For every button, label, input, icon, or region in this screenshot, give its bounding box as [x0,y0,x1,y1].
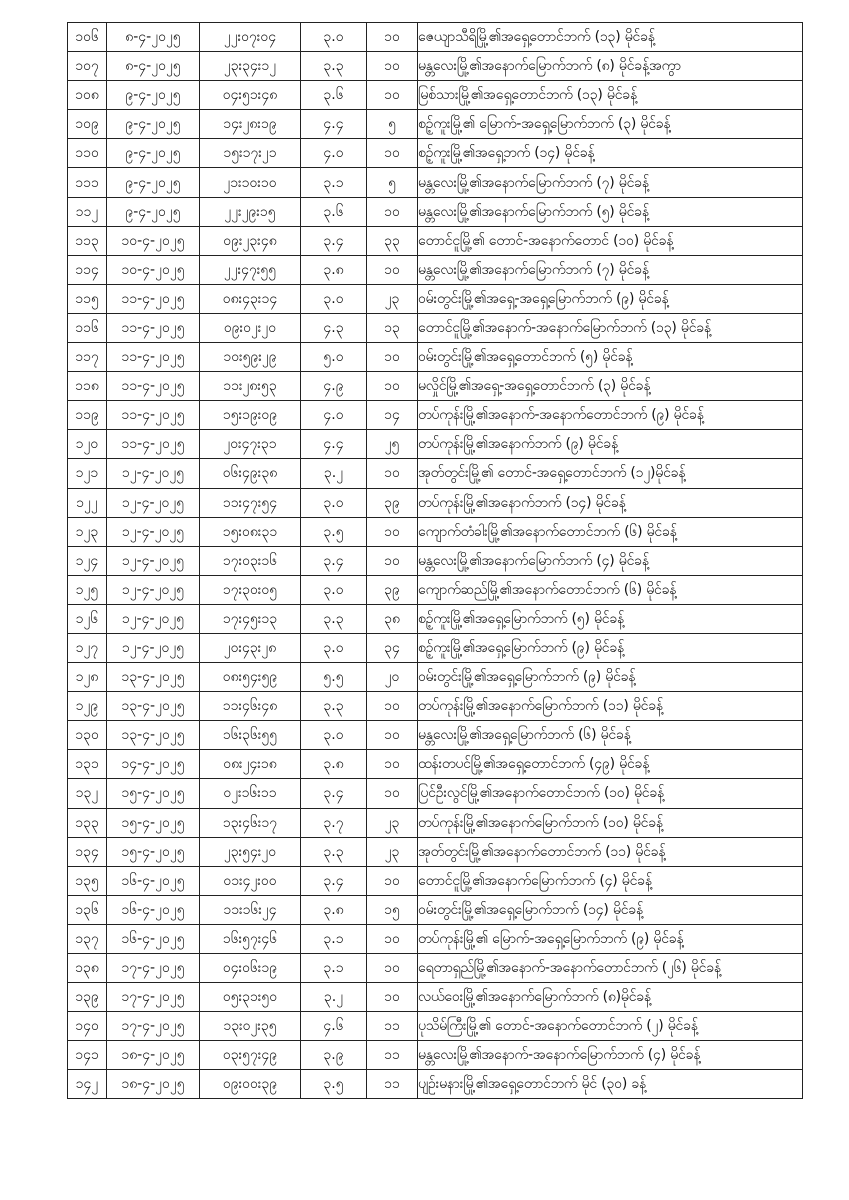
date-cell: ၁၃-၄-၂၀၂၅ [107,663,200,692]
magnitude-cell: ၃.၆ [301,81,367,110]
time-cell: ၀၄း၅၁း၄၈ [200,81,301,110]
location-cell: အုတ်တွင်းမြို့၏အနောက်တောင်ဘက် (၁၁) မိုင်ခန့် [418,837,803,866]
depth-cell: ၁၀ [367,23,418,52]
location-cell: မန္တလေးမြို့၏အနောက်မြောက်ဘက် (၈) မိုင်ခန့်အကွာ [418,52,803,81]
magnitude-cell: ၃.၅ [301,517,367,546]
time-cell: ၀၉း၂၃း၄၈ [200,226,301,255]
location-cell: မလှိုင်မြို့၏အရှေ့-အရှေ့တောင်ဘက် (၃) မိုင်ခန့် [418,372,803,401]
time-cell: ၀၉း၀၂း၂၀ [200,313,301,342]
table-row [68,895,803,924]
time-cell: ၀၈း၅၄း၅၉ [200,663,301,692]
location-cell: စဉ့်ကူးမြို့၏အရှေ့မြောက်ဘက် (၉) မိုင်ခန့် [418,633,803,662]
table-row [68,866,803,895]
location-cell: တောင်ငူမြို့၏အနောက်မြောက်ဘက် (၄) မိုင်ခန့် [418,866,803,895]
date-cell: ၉-၄-၂၀၂၅ [107,110,200,139]
magnitude-cell: ၃.၄ [301,546,367,575]
event-number-cell: ၁၃၇ [68,924,107,953]
magnitude-cell: ၃.၁ [301,954,367,983]
time-cell: ၁၇း၃၀း၀၅ [200,575,301,604]
event-number-cell: ၁၀၆ [68,23,107,52]
magnitude-cell: ၄.၀ [301,401,367,430]
magnitude-cell: ၃.၆ [301,197,367,226]
location-cell: တပ်ကုန်းမြို့၏အနောက်မြောက်ဘက် (၁၁) မိုင်ခန့် [418,692,803,721]
table-row [68,663,803,692]
location-cell: ဝမ်းတွင်းမြို့၏အရှေ့တောင်ဘက် (၅) မိုင်ခန့် [418,343,803,372]
date-cell: ၁၆-၄-၂၀၂၅ [107,895,200,924]
magnitude-cell: ၃.၀ [301,23,367,52]
location-cell: လယ်ဝေးမြို့၏အနောက်မြောက်ဘက် (၈)မိုင်ခန့် [418,983,803,1012]
magnitude-cell: ၃.၀ [301,721,367,750]
depth-cell: ၁၀ [367,255,418,284]
magnitude-cell: ၄.၃ [301,313,367,342]
date-cell: ၁၃-၄-၂၀၂၅ [107,692,200,721]
magnitude-cell: ၃.၃ [301,692,367,721]
depth-cell: ၅ [367,110,418,139]
depth-cell: ၃၄ [367,633,418,662]
location-cell: တပ်ကုန်းမြို့၏အနောက်မြောက်ဘက် (၁၀) မိုင်ခန့် [418,808,803,837]
location-cell: စဉ့်ကူးမြို့၏ မြောက်-အရှေ့မြောက်ဘက် (၃) မိုင်ခန့် [418,110,803,139]
table-row [68,924,803,953]
magnitude-cell: ၅.၀ [301,343,367,372]
magnitude-cell: ၃.၂ [301,459,367,488]
table-row [68,372,803,401]
table-row [68,808,803,837]
event-number-cell: ၁၁၈ [68,372,107,401]
time-cell: ၀၄း၀၆း၁၉ [200,954,301,983]
depth-cell: ၁၀ [367,750,418,779]
magnitude-cell: ၄.၀ [301,139,367,168]
table-row [68,430,803,459]
table-row [68,488,803,517]
event-number-cell: ၁၃၂ [68,779,107,808]
time-cell: ၂၃း၃၄း၁၂ [200,52,301,81]
table-row [68,954,803,983]
date-cell: ၁၂-၄-၂၀၂၅ [107,633,200,662]
event-number-cell: ၁၃၈ [68,954,107,983]
time-cell: ၁၁း၄၆း၄၈ [200,692,301,721]
location-cell: ဝမ်းတွင်းမြို့၏အရှေ့-အရှေ့မြောက်ဘက် (၉) မိုင်ခန့် [418,284,803,313]
date-cell: ၁၁-၄-၂၀၂၅ [107,313,200,342]
magnitude-cell: ၃.၀ [301,575,367,604]
date-cell: ၁၆-၄-၂၀၂၅ [107,866,200,895]
magnitude-cell: ၄.၄ [301,430,367,459]
magnitude-cell: ၄.၉ [301,372,367,401]
location-cell: တောင်ငူမြို့၏အနောက်-အနောက်မြောက်ဘက် (၁၃) မိုင်ခန့် [418,313,803,342]
magnitude-cell: ၃.၃ [301,837,367,866]
time-cell: ၂၁း၁၀း၁၀ [200,168,301,197]
time-cell: ၀၂း၁၆း၁၁ [200,779,301,808]
depth-cell: ၁၀ [367,546,418,575]
date-cell: ၁၇-၄-၂၀၂၅ [107,1012,200,1041]
depth-cell: ၃၃ [367,226,418,255]
date-cell: ၉-၄-၂၀၂၅ [107,168,200,197]
event-number-cell: ၁၀၈ [68,81,107,110]
table-row [68,837,803,866]
event-number-cell: ၁၂၄ [68,546,107,575]
event-number-cell: ၁၃၀ [68,721,107,750]
location-cell: ထန်းတပင်မြို့၏အရှေ့တောင်ဘက် (၄၉) မိုင်ခန့် [418,750,803,779]
table-row [68,343,803,372]
magnitude-cell: ၃.၁ [301,924,367,953]
depth-cell: ၁၁ [367,1012,418,1041]
depth-cell: ၁၀ [367,721,418,750]
date-cell: ၁၁-၄-၂၀၂၅ [107,430,200,459]
time-cell: ၂၃း၅၄း၂၀ [200,837,301,866]
date-cell: ၁၅-၄-၂၀၂၅ [107,808,200,837]
location-cell: မန္တလေးမြို့၏အနောက်မြောက်ဘက် (၇) မိုင်ခန့် [418,255,803,284]
event-number-cell: ၁၃၁ [68,750,107,779]
event-number-cell: ၁၄၀ [68,1012,107,1041]
time-cell: ၁၇း၄၅း၁၃ [200,604,301,633]
depth-cell: ၅ [367,168,418,197]
table-row [68,779,803,808]
table-row [68,81,803,110]
date-cell: ၁၈-၄-၂၀၂၅ [107,1041,200,1070]
depth-cell: ၁၃ [367,313,418,342]
table-row [68,313,803,342]
date-cell: ၁၀-၄-၂၀၂၅ [107,226,200,255]
depth-cell: ၁၀ [367,343,418,372]
table-row [68,692,803,721]
time-cell: ၀၁း၄၂း၀၀ [200,866,301,895]
depth-cell: ၁၀ [367,372,418,401]
event-number-cell: ၁၃၄ [68,837,107,866]
date-cell: ၈-၄-၂၀၂၅ [107,52,200,81]
time-cell: ၁၆း၅၇း၄၆ [200,924,301,953]
date-cell: ၁၈-၄-၂၀၂၅ [107,1070,200,1099]
time-cell: ၂၂း၀၇း၀၄ [200,23,301,52]
event-number-cell: ၁၂၂ [68,488,107,517]
magnitude-cell: ၃.၈ [301,255,367,284]
event-number-cell: ၁၁၆ [68,313,107,342]
time-cell: ၁၃း၄၆း၁၇ [200,808,301,837]
location-cell: ဇေယျာသီရိမြို့၏အရှေ့တောင်ဘက် (၁၃) မိုင်ခန့် [418,23,803,52]
location-cell: မြစ်သားမြို့၏အရှေ့တောင်ဘက် (၁၃) မိုင်ခန့် [418,81,803,110]
event-number-cell: ၁၃၆ [68,895,107,924]
location-cell: ကျောက်တံခါးမြို့၏အနောက်တောင်ဘက် (၆) မိုင်ခန့် [418,517,803,546]
date-cell: ၁၅-၄-၂၀၂၅ [107,837,200,866]
table-row [68,23,803,52]
location-cell: တပ်ကုန်းမြို့၏အနောက်-အနောက်တောင်ဘက် (၉) မိုင်ခန့် [418,401,803,430]
date-cell: ၉-၄-၂၀၂၅ [107,81,200,110]
table-row [68,517,803,546]
depth-cell: ၂၃ [367,808,418,837]
location-cell: စဉ့်ကူးမြို့၏အရှေ့ဘက် (၁၄) မိုင်ခန့် [418,139,803,168]
date-cell: ၈-၄-၂၀၂၅ [107,23,200,52]
location-cell: တပ်ကုန်းမြို့၏ မြောက်-အရှေ့မြောက်ဘက် (၉) မိုင်ခန့် [418,924,803,953]
magnitude-cell: ၅.၅ [301,663,367,692]
date-cell: ၁၁-၄-၂၀၂၅ [107,372,200,401]
date-cell: ၁၀-၄-၂၀၂၅ [107,255,200,284]
magnitude-cell: ၃.၀ [301,284,367,313]
location-cell: အုတ်တွင်းမြို့၏ တောင်-အရှေ့တောင်ဘက် (၁၂)မိုင်ခန့် [418,459,803,488]
location-cell: ရေတာရှည်မြို့၏အနောက်-အနောက်တောင်ဘက် (၂၆) မိုင်ခန့် [418,954,803,983]
time-cell: ၁၅း၁၉း၀၉ [200,401,301,430]
table-row [68,1012,803,1041]
earthquake-table [67,22,803,1099]
location-cell: ပုသိမ်ကြီးမြို့၏ တောင်-အနောက်တောင်ဘက် (၂) မိုင်ခန့် [418,1012,803,1041]
depth-cell: ၁၀ [367,81,418,110]
depth-cell: ၁၅ [367,895,418,924]
time-cell: ၁၀း၅၉း၂၉ [200,343,301,372]
table-row [68,226,803,255]
location-cell: မန္တလေးမြို့၏အနောက်မြောက်ဘက် (၄) မိုင်ခန့် [418,546,803,575]
location-cell: တပ်ကုန်းမြို့၏အနောက်ဘက် (၉) မိုင်ခန့် [418,430,803,459]
time-cell: ၀၅း၃၁း၅၀ [200,983,301,1012]
event-number-cell: ၁၀၉ [68,110,107,139]
magnitude-cell: ၃.၄ [301,226,367,255]
date-cell: ၁၇-၄-၂၀၂၅ [107,983,200,1012]
location-cell: မန္တလေးမြို့၏အနောက်-အနောက်မြောက်ဘက် (၄) မိုင်ခန့် [418,1041,803,1070]
date-cell: ၁၂-၄-၂၀၂၅ [107,546,200,575]
time-cell: ၁၃း၀၂း၃၅ [200,1012,301,1041]
date-cell: ၁၆-၄-၂၀၂၅ [107,924,200,953]
date-cell: ၁၇-၄-၂၀၂၅ [107,954,200,983]
time-cell: ၁၁း၂၈း၅၃ [200,372,301,401]
magnitude-cell: ၃.၄ [301,779,367,808]
event-number-cell: ၁၁၃ [68,226,107,255]
depth-cell: ၁၀ [367,52,418,81]
event-number-cell: ၁၃၅ [68,866,107,895]
table-row [68,546,803,575]
depth-cell: ၁၀ [367,924,418,953]
location-cell: ဝမ်းတွင်းမြို့၏အရှေ့မြောက်ဘက် (၉) မိုင်ခန့် [418,663,803,692]
event-number-cell: ၁၃၃ [68,808,107,837]
depth-cell: ၃၉ [367,488,418,517]
date-cell: ၁၁-၄-၂၀၂၅ [107,343,200,372]
magnitude-cell: ၃.၈ [301,895,367,924]
time-cell: ၀၈း၄၃း၁၄ [200,284,301,313]
depth-cell: ၁၀ [367,866,418,895]
table-row [68,1041,803,1070]
event-number-cell: ၁၃၉ [68,983,107,1012]
event-number-cell: ၁၂၃ [68,517,107,546]
location-cell: မန္တလေးမြို့၏အနောက်မြောက်ဘက် (၅) မိုင်ခန့် [418,197,803,226]
table-row [68,52,803,81]
depth-cell: ၁၄ [367,401,418,430]
magnitude-cell: ၃.၀ [301,633,367,662]
event-number-cell: ၁၁၀ [68,139,107,168]
depth-cell: ၁၀ [367,139,418,168]
event-number-cell: ၁၁၇ [68,343,107,372]
time-cell: ၀၃း၅၇း၄၉ [200,1041,301,1070]
magnitude-cell: ၃.၁ [301,168,367,197]
event-number-cell: ၁၂၆ [68,604,107,633]
event-number-cell: ၁၁၄ [68,255,107,284]
table-row [68,401,803,430]
event-number-cell: ၁၂၁ [68,459,107,488]
event-number-cell: ၁၂၇ [68,633,107,662]
location-cell: မန္တလေးမြို့၏အနောက်မြောက်ဘက် (၇) မိုင်ခန့် [418,168,803,197]
table-row [68,1070,803,1099]
date-cell: ၉-၄-၂၀၂၅ [107,197,200,226]
table-row [68,721,803,750]
event-number-cell: ၁၁၂ [68,197,107,226]
date-cell: ၁၂-၄-၂၀၂၅ [107,604,200,633]
depth-cell: ၁၀ [367,779,418,808]
depth-cell: ၂၃ [367,837,418,866]
time-cell: ၁၁း၄၇း၅၄ [200,488,301,517]
event-number-cell: ၁၁၅ [68,284,107,313]
magnitude-cell: ၃.၀ [301,488,367,517]
time-cell: ၁၅း၀၈း၃၁ [200,517,301,546]
table-body [68,23,803,1099]
table-row [68,255,803,284]
table-row [68,604,803,633]
magnitude-cell: ၃.၇ [301,808,367,837]
magnitude-cell: ၄.၆ [301,1012,367,1041]
time-cell: ၀၉း၀၀း၃၉ [200,1070,301,1099]
depth-cell: ၃၈ [367,604,418,633]
magnitude-cell: ၃.၅ [301,1070,367,1099]
location-cell: တောင်ငူမြို့၏ တောင်-အနောက်တောင် (၁၀) မိုင်ခန့် [418,226,803,255]
event-number-cell: ၁၁၁ [68,168,107,197]
location-cell: စဉ့်ကူးမြို့၏အရှေ့မြောက်ဘက် (၅) မိုင်ခန့် [418,604,803,633]
date-cell: ၉-၄-၂၀၂၅ [107,139,200,168]
depth-cell: ၃၉ [367,575,418,604]
date-cell: ၁၁-၄-၂၀၂၅ [107,401,200,430]
date-cell: ၁၁-၄-၂၀၂၅ [107,284,200,313]
event-number-cell: ၁၂၀ [68,430,107,459]
table-row [68,575,803,604]
date-cell: ၁၂-၄-၂၀၂၅ [107,488,200,517]
time-cell: ၀၆း၄၉း၃၈ [200,459,301,488]
depth-cell: ၂၀ [367,663,418,692]
location-cell: ဝမ်းတွင်းမြို့၏အရှေ့မြောက်ဘက် (၁၄) မိုင်ခန့် [418,895,803,924]
magnitude-cell: ၃.၈ [301,750,367,779]
magnitude-cell: ၄.၄ [301,110,367,139]
table-row [68,197,803,226]
date-cell: ၁၂-၄-၂၀၂၅ [107,575,200,604]
depth-cell: ၁၀ [367,983,418,1012]
depth-cell: ၁၀ [367,954,418,983]
time-cell: ၁၁း၁၆း၂၄ [200,895,301,924]
event-number-cell: ၁၂၅ [68,575,107,604]
event-number-cell: ၁၂၈ [68,663,107,692]
table-row [68,139,803,168]
event-number-cell: ၁၄၂ [68,1070,107,1099]
time-cell: ၁၅း၁၇း၂၁ [200,139,301,168]
table-row [68,750,803,779]
depth-cell: ၂၅ [367,430,418,459]
time-cell: ၂၀း၄၇း၃၁ [200,430,301,459]
depth-cell: ၁၀ [367,517,418,546]
date-cell: ၁၅-၄-၂၀၂၅ [107,779,200,808]
location-cell: ပျဉ်းမနားမြို့၏အရှေ့တောင်ဘက် မိုင် (၃၀) ခန့် [418,1070,803,1099]
time-cell: ၂၂း၂၉း၁၅ [200,197,301,226]
depth-cell: ၁၀ [367,692,418,721]
event-number-cell: ၁၀၇ [68,52,107,81]
time-cell: ၁၆း၃၆း၅၅ [200,721,301,750]
location-cell: မန္တလေးမြို့၏အရှေ့မြောက်ဘက် (၆) မိုင်ခန့် [418,721,803,750]
magnitude-cell: ၃.၃ [301,52,367,81]
table-row [68,983,803,1012]
magnitude-cell: ၃.၄ [301,866,367,895]
time-cell: ၂၀း၄၃း၂၈ [200,633,301,662]
magnitude-cell: ၃.၃ [301,604,367,633]
event-number-cell: ၁၄၁ [68,1041,107,1070]
location-cell: ပြင်ဦးလွင်မြို့၏အနောက်တောင်ဘက် (၁၀) မိုင်ခန့် [418,779,803,808]
table-row [68,633,803,662]
table-row [68,110,803,139]
event-number-cell: ၁၁၉ [68,401,107,430]
table-row [68,168,803,197]
event-number-cell: ၁၂၉ [68,692,107,721]
depth-cell: ၁၀ [367,459,418,488]
depth-cell: ၁၁ [367,1041,418,1070]
time-cell: ၂၂း၄၇း၅၅ [200,255,301,284]
date-cell: ၁၃-၄-၂၀၂၅ [107,721,200,750]
time-cell: ၀၈း၂၄း၁၈ [200,750,301,779]
depth-cell: ၁၀ [367,197,418,226]
date-cell: ၁၂-၄-၂၀၂၅ [107,459,200,488]
time-cell: ၁၄း၂၈း၁၉ [200,110,301,139]
location-cell: ကျောက်ဆည်မြို့၏အနောက်တောင်ဘက် (၆) မိုင်ခန့် [418,575,803,604]
depth-cell: ၂၃ [367,284,418,313]
location-cell: တပ်ကုန်းမြို့၏အနောက်ဘက် (၁၄) မိုင်ခန့် [418,488,803,517]
magnitude-cell: ၃.၉ [301,1041,367,1070]
time-cell: ၁၇း၀၃း၁၆ [200,546,301,575]
date-cell: ၁၄-၄-၂၀၂၅ [107,750,200,779]
magnitude-cell: ၃.၂ [301,983,367,1012]
table-row [68,284,803,313]
date-cell: ၁၂-၄-၂၀၂၅ [107,517,200,546]
depth-cell: ၁၁ [367,1070,418,1099]
table-row [68,459,803,488]
